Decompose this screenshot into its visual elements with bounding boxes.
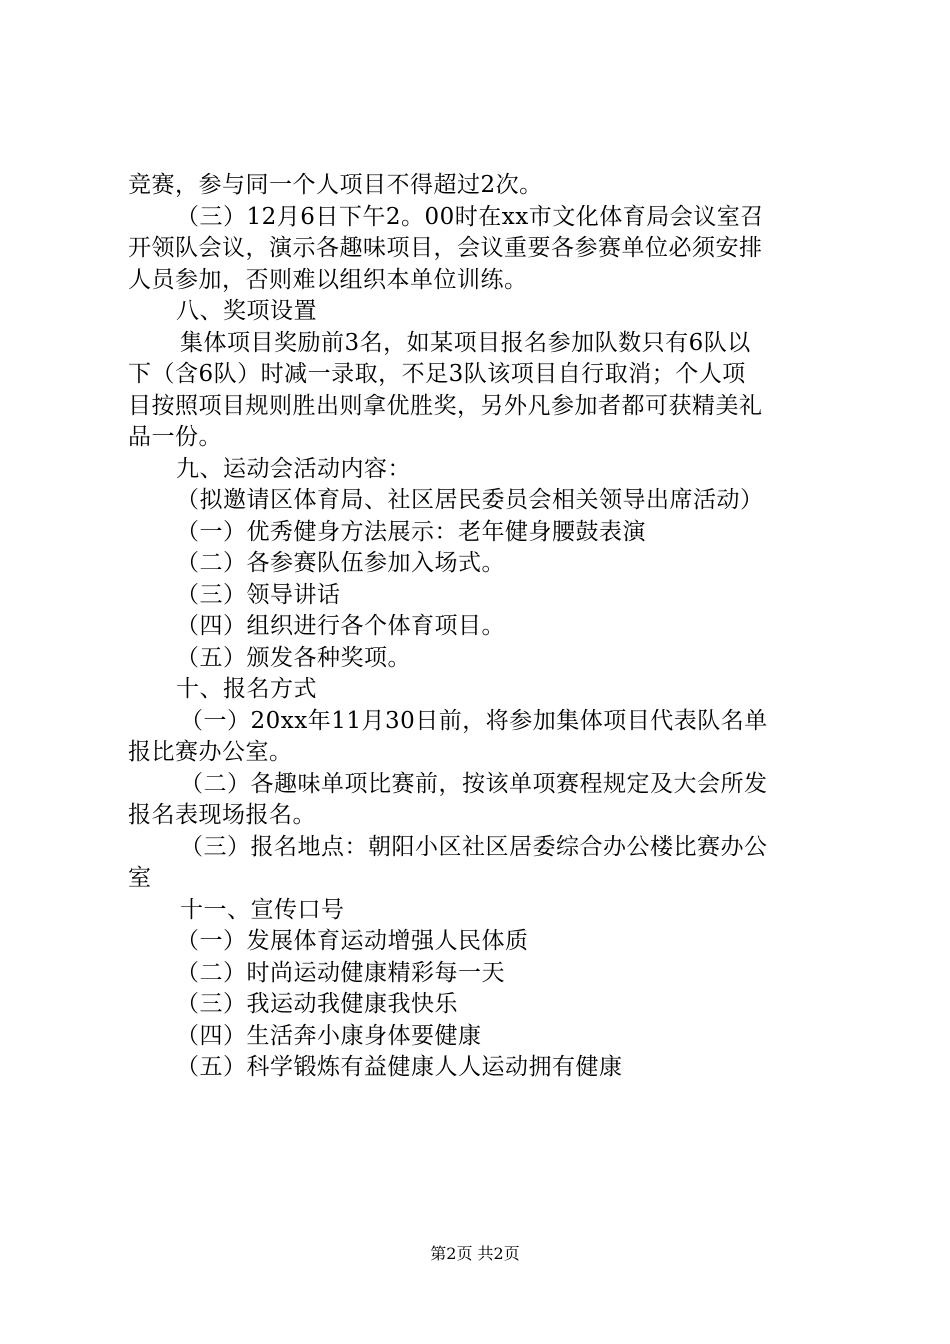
body-line-3: 开领队会议，演示各趣味项目，会议重要各参赛单位必须安排: [128, 235, 763, 261]
section-heading-slogans: 十一、宣传口号: [180, 896, 345, 923]
body-line-9: 品一份。: [128, 424, 222, 450]
list-item-activity-2: （二）各参赛队伍参加入场式。: [176, 550, 505, 576]
list-item-activity-3: （三）领导讲话: [176, 581, 341, 608]
body-line-19: 报比赛办公室。: [128, 739, 293, 765]
list-item-activity-5: （五）颁发各种奖项。: [176, 644, 411, 671]
list-item-activity-4: （四）组织进行各个体育项目。: [176, 613, 505, 639]
body-line-2: （三）12月6日下午2。00时在xx市文化体育局会议室召: [176, 203, 764, 230]
list-item-slogan-1: （一）发展体育运动增强人民体质: [176, 928, 529, 954]
document-body: [128, 170, 833, 1084]
list-item-slogan-2: （二）时尚运动健康精彩每一天: [176, 959, 505, 986]
section-heading-awards: 八、奖项设置: [176, 298, 317, 324]
list-item-registration-3: （三）报名地点：朝阳小区社区居委综合办公楼比赛办公: [180, 833, 768, 860]
body-line-21: 报名表现场报名。: [128, 802, 316, 828]
section-heading-activities: 九、运动会活动内容：: [176, 455, 411, 482]
list-item-slogan-5: （五）科学锻炼有益健康人人运动拥有健康: [176, 1054, 623, 1080]
body-line-6: 集体项目奖励前3名，如某项目报名参加队数只有6队以: [180, 329, 751, 356]
body-line-1: 竞赛，参与同一个人项目不得超过2次。: [128, 172, 543, 198]
body-line-4: 人员参加，否则难以组织本单位训练。: [128, 266, 528, 293]
list-item-slogan-4: （四）生活奔小康身体要健康: [176, 1022, 482, 1049]
list-item-activity-1: （一）优秀健身方法展示：老年健身腰鼓表演: [176, 518, 646, 545]
body-line-8: 目按照项目规则胜出则拿优胜奖，另外凡参加者都可获精美礼: [128, 392, 763, 419]
body-line-7: 下（含6队）时减一录取，不足3队该项目自行取消；个人项: [128, 361, 746, 387]
body-line-23: 室: [128, 865, 152, 891]
list-item-slogan-3: （三）我运动我健康我快乐: [176, 991, 458, 1017]
list-item-registration-2: （二）各趣味单项比赛前，按该单项赛程规定及大会所发: [180, 770, 768, 797]
page-footer: 第2页 共2页: [430, 1244, 520, 1263]
section-heading-registration: 十、报名方式: [176, 676, 317, 702]
body-line-11: （拟邀请区体育局、社区居民委员会相关领导出席活动）: [176, 487, 764, 513]
list-item-registration-1: （一）20xx年11月30日前，将参加集体项目代表队名单: [180, 707, 768, 734]
